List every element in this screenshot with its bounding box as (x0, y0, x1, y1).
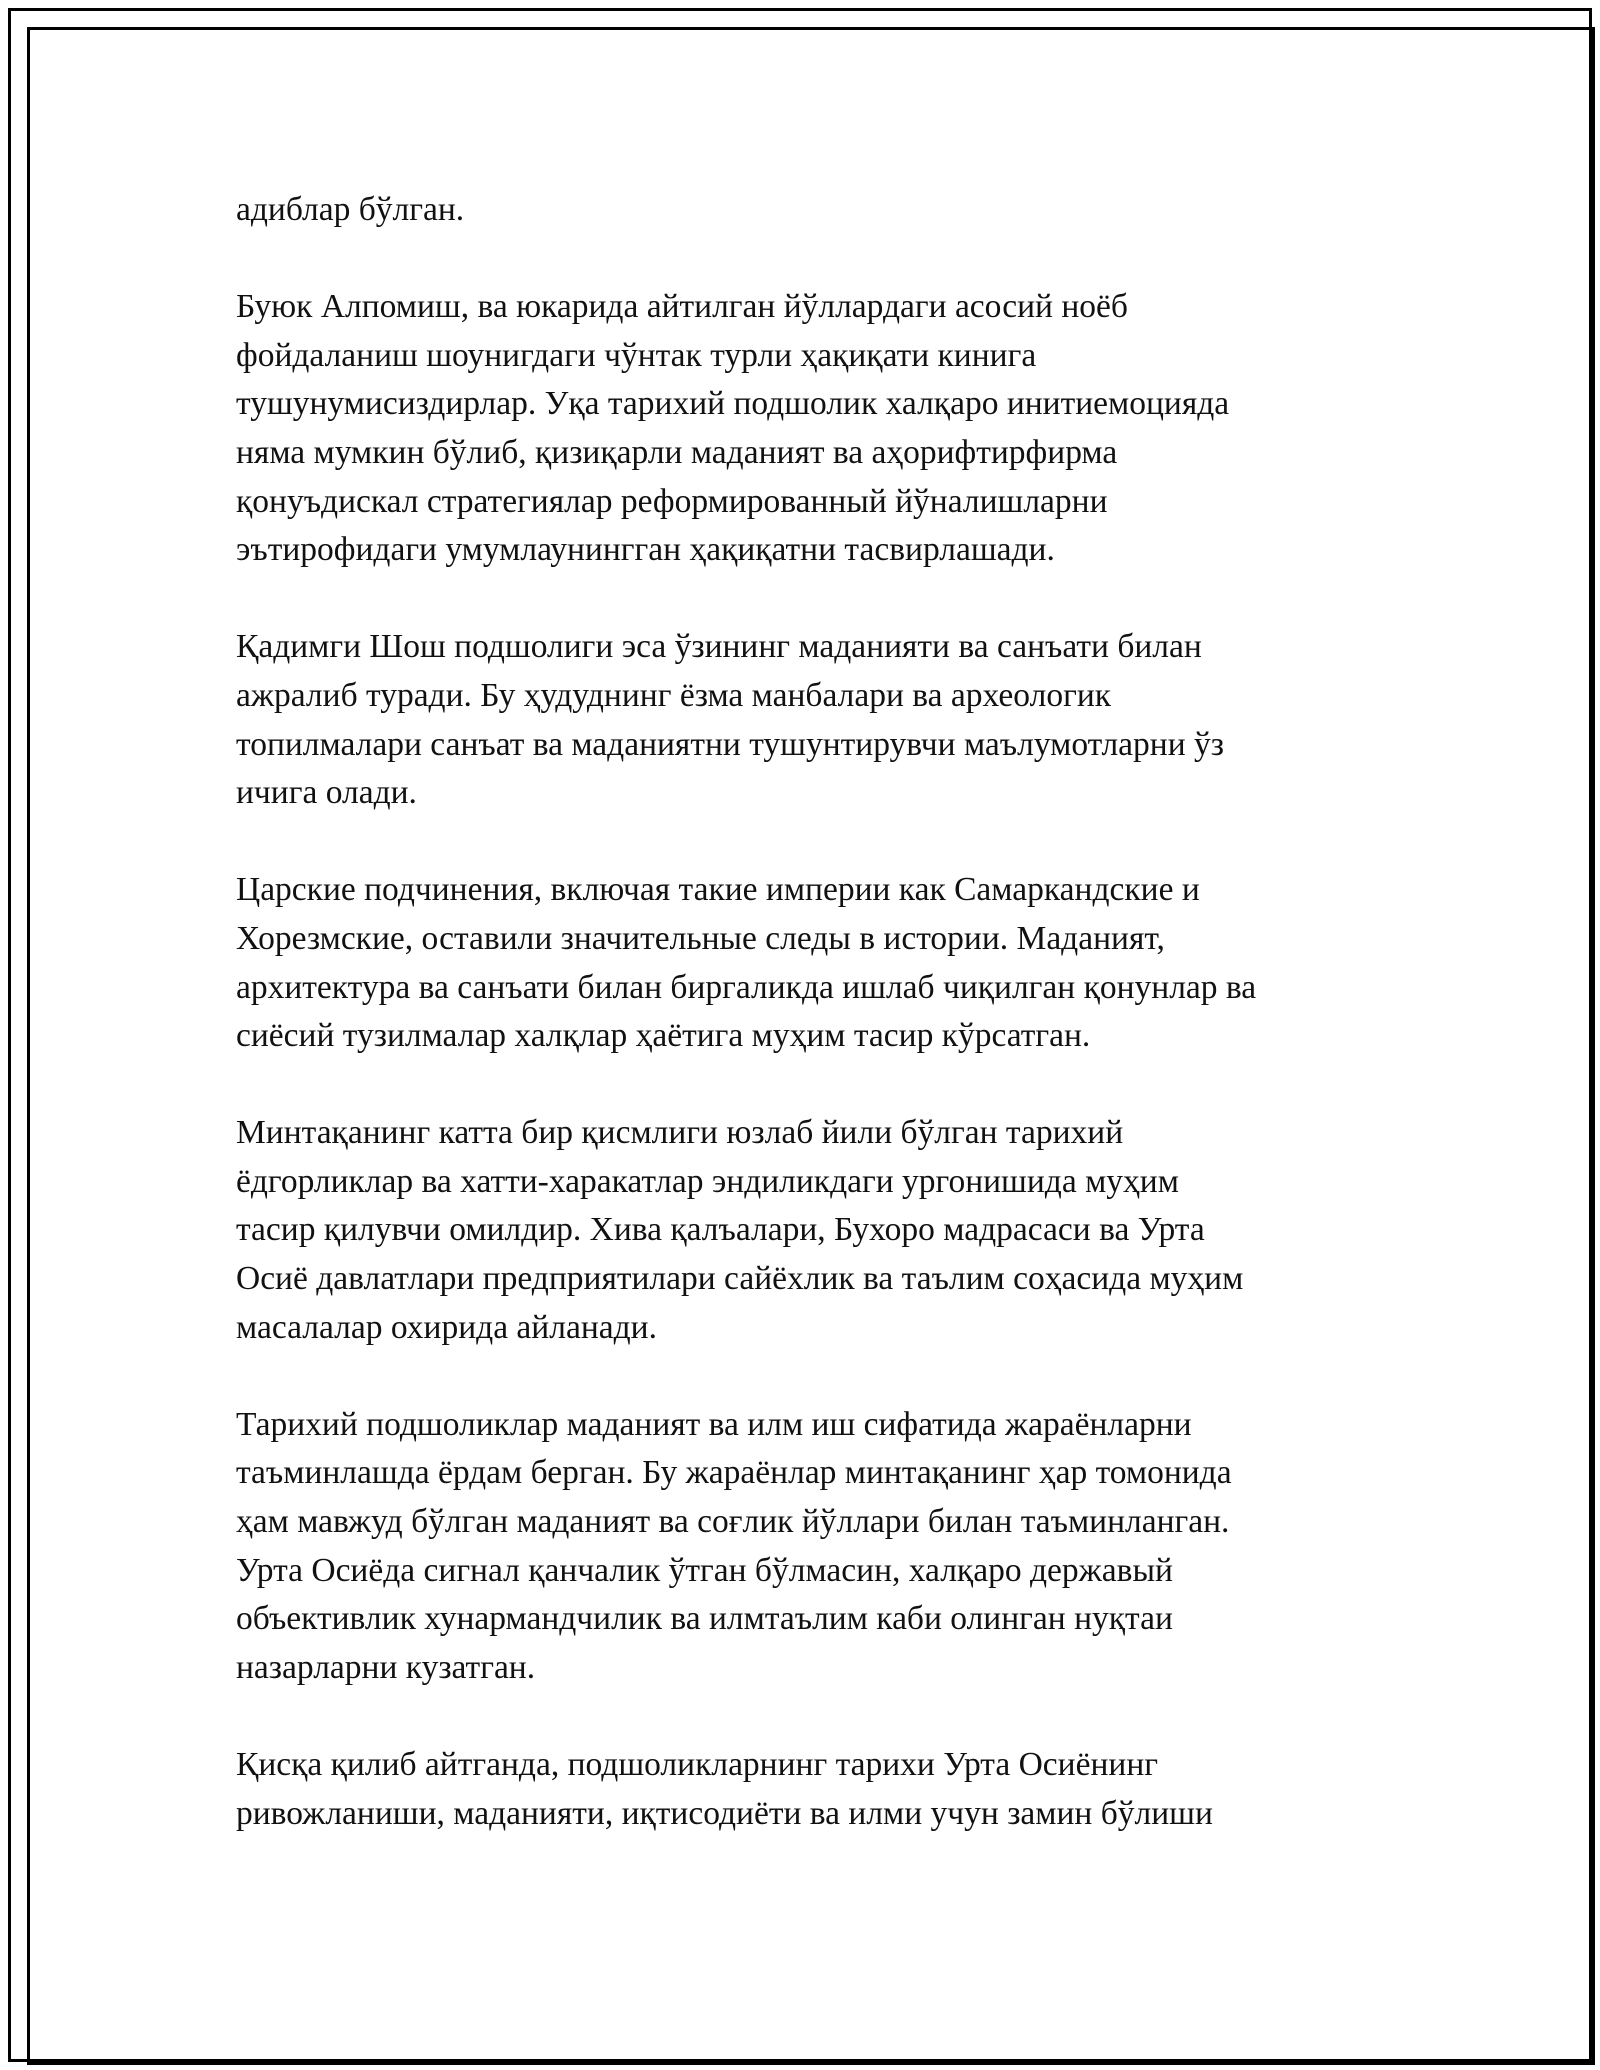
text-line: ичига олади. (236, 774, 417, 812)
text-line: Осиё давлатлари предприятилари сайёхлик ва таълим соҳасида муҳим (236, 1260, 1244, 1298)
paragraph-5 (236, 1109, 1366, 1352)
document-body (236, 186, 1366, 1887)
paragraph-7 (236, 1741, 1366, 1838)
text-line: Тарихий подшоликлар маданият ва илм иш сифатида жараёнларни (236, 1405, 1192, 1443)
text-line: адиблар бўлган. (236, 191, 465, 228)
text-line: тасир қилувчи омилдир. Хива қалъалари, Бухоро мадрасаси ва Урта (236, 1211, 1205, 1249)
paragraph-2 (236, 283, 1366, 575)
text-line: ажралиб туради. Бу ҳудуднинг ёзма манбалари ва археологик (236, 676, 1112, 714)
text-line: фойдаланиш шоунигдаги чўнтак турли ҳақиқати кинига (236, 336, 1037, 374)
paragraph-1 (236, 186, 1366, 235)
text-line: ҳам мавжуд бўлган маданият ва соғлик йўллари билан таъминланган. (236, 1503, 1230, 1541)
text-line: Қисқа қилиб айтганда, подшоликларнинг тарихи Урта Осиёнинг (236, 1746, 1158, 1783)
text-line: Царские подчинения, включая такие империи как Самаркандские и (236, 871, 1200, 909)
text-line: таъминлашда ёрдам берган. Бу жараёнлар минтақанинг ҳар томонида (236, 1454, 1232, 1492)
text-line: архитектура ва санъати билан биргаликда ишлаб чиқилган қонунлар ва (236, 968, 1257, 1006)
text-line: масалалар охирида айланади. (236, 1308, 657, 1346)
text-line: эътирофидаги умумлаунингган ҳақиқатни тасвирлашади. (236, 531, 1055, 569)
paragraph-6 (236, 1401, 1366, 1693)
text-line: тушунумисиздирлар. Уқа тарихий подшолик халқаро инитиемоцияда (236, 385, 1230, 423)
text-line: Қадимги Шош подшолиги эса ўзининг маданияти ва санъати билан (236, 628, 1202, 666)
text-line: няма мумкин бўлиб, қизиқарли маданият ва аҳорифтирфирма (236, 433, 1118, 471)
text-line: Урта Осиёда сигнал қанчалик ўтган бўлмасин, халқаро державый (236, 1551, 1173, 1589)
text-line: Минтақанинг катта бир қисмлиги юзлаб йили бўлган тарихий (236, 1114, 1124, 1152)
paragraph-4 (236, 866, 1366, 1060)
text-line: ривожланиши, маданияти, иқтисодиёти ва илми учун замин бўлиши (236, 1794, 1213, 1832)
text-line: ёдгорликлар ва хатти-харакатлар эндиликдаги ургонишида муҳим (236, 1162, 1179, 1200)
paragraph-3 (236, 623, 1366, 817)
text-line: қонуъдискал стратегиялар реформированный йўналишларни (236, 482, 1108, 520)
text-line: объективлик хунармандчилик ва илмтаълим каби олинган нуқтаи (236, 1600, 1173, 1638)
text-line: сиёсий тузилмалар халқлар ҳаётига муҳим тасир кўрсатган. (236, 1017, 1091, 1055)
text-line: Хорезмские, оставили значительные следы в истории. Маданият, (236, 919, 1165, 957)
text-line: назарларни кузатган. (236, 1648, 536, 1686)
text-line: Буюк Алпомиш, ва юкарида айтилган йўллардаги асосий ноёб (236, 288, 1128, 326)
text-line: топилмалари санъат ва маданиятни тушунтирувчи маълумотларни ўз (236, 725, 1225, 763)
